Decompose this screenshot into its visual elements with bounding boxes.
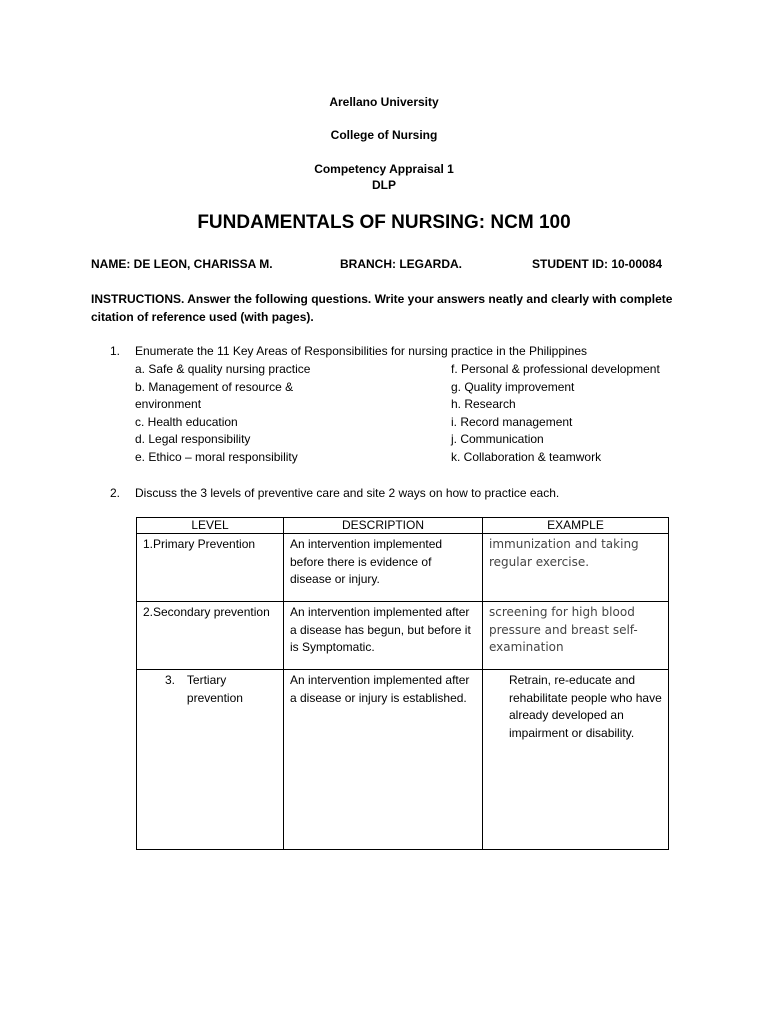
list-item: j. Communication [451, 432, 544, 447]
list-item: g. Quality improvement [451, 379, 575, 394]
table-header-row [137, 518, 669, 534]
tertiary-level-label: Tertiary prevention [186, 673, 243, 705]
tertiary-level-wrap [143, 672, 277, 707]
list-item: h. Research [451, 397, 516, 412]
column-header-example: EXAMPLE [483, 518, 669, 534]
level-cell: 2.Secondary prevention [137, 602, 284, 670]
university-name: Arellano University [329, 95, 439, 109]
column-header-description: DESCRIPTION [284, 518, 483, 534]
level-cell [137, 670, 284, 850]
example-cell: immunization and taking regular exercise. [483, 534, 669, 602]
college-name: College of Nursing [330, 128, 438, 142]
instructions: INSTRUCTIONS. Answer the following questions. Write your answers neatly and clearly with complete citation of reference used (with pages). [91, 292, 673, 324]
list-item: i. Record management [451, 414, 573, 429]
column-header-level: LEVEL [137, 518, 284, 534]
question-1-left-list [135, 361, 310, 467]
student-info [91, 257, 676, 273]
example-cell: screening for high blood pressure and breast self-examination [483, 602, 669, 670]
list-item: c. Health education [135, 414, 238, 429]
dlp-label: DLP [372, 178, 396, 192]
list-item: b. Management of resource & [135, 379, 294, 394]
student-name: NAME: DE LEON, CHARISSA M. [91, 257, 273, 271]
table-row [137, 602, 669, 670]
list-item: k. Collaboration & teamwork [451, 449, 602, 464]
table-row [137, 534, 669, 602]
student-branch: BRANCH: LEGARDA. [340, 257, 462, 271]
question-1-number: 1. [110, 344, 121, 358]
question-2-text: Discuss the 3 levels of preventive care and site 2 ways on how to practice each. [135, 486, 560, 500]
list-item: environment [135, 397, 202, 412]
preventive-care-table [136, 517, 669, 850]
list-item: d. Legal responsibility [135, 432, 251, 447]
page-title: FUNDAMENTALS OF NURSING: NCM 100 [197, 212, 571, 233]
appraisal-name: Competency Appraisal 1 [314, 162, 454, 176]
list-item: f. Personal & professional development [451, 362, 660, 376]
table-row [137, 670, 669, 850]
description-cell: An intervention implemented after a disease or injury is established. [284, 670, 483, 850]
description-cell: An intervention implemented before there is evidence of disease or injury. [284, 534, 483, 602]
question-1-text: Enumerate the 11 Key Areas of Responsibilities for nursing practice in the Philippines [135, 344, 588, 358]
list-item: a. Safe & quality nursing practice [135, 362, 311, 376]
list-item: e. Ethico – moral responsibility [135, 449, 298, 464]
question-1-right-list [451, 361, 660, 467]
level-cell: 1.Primary Prevention [137, 534, 284, 602]
tertiary-level-number: 3. [165, 673, 176, 687]
student-id: STUDENT ID: 10-00084 [532, 257, 663, 271]
description-cell: An intervention implemented after a disease has begun, but before it is Symptomatic. [284, 602, 483, 670]
example-cell: Retrain, re-educate and rehabilitate people who have already developed an impairment or disability. [483, 670, 669, 850]
question-2-number: 2. [110, 486, 121, 500]
